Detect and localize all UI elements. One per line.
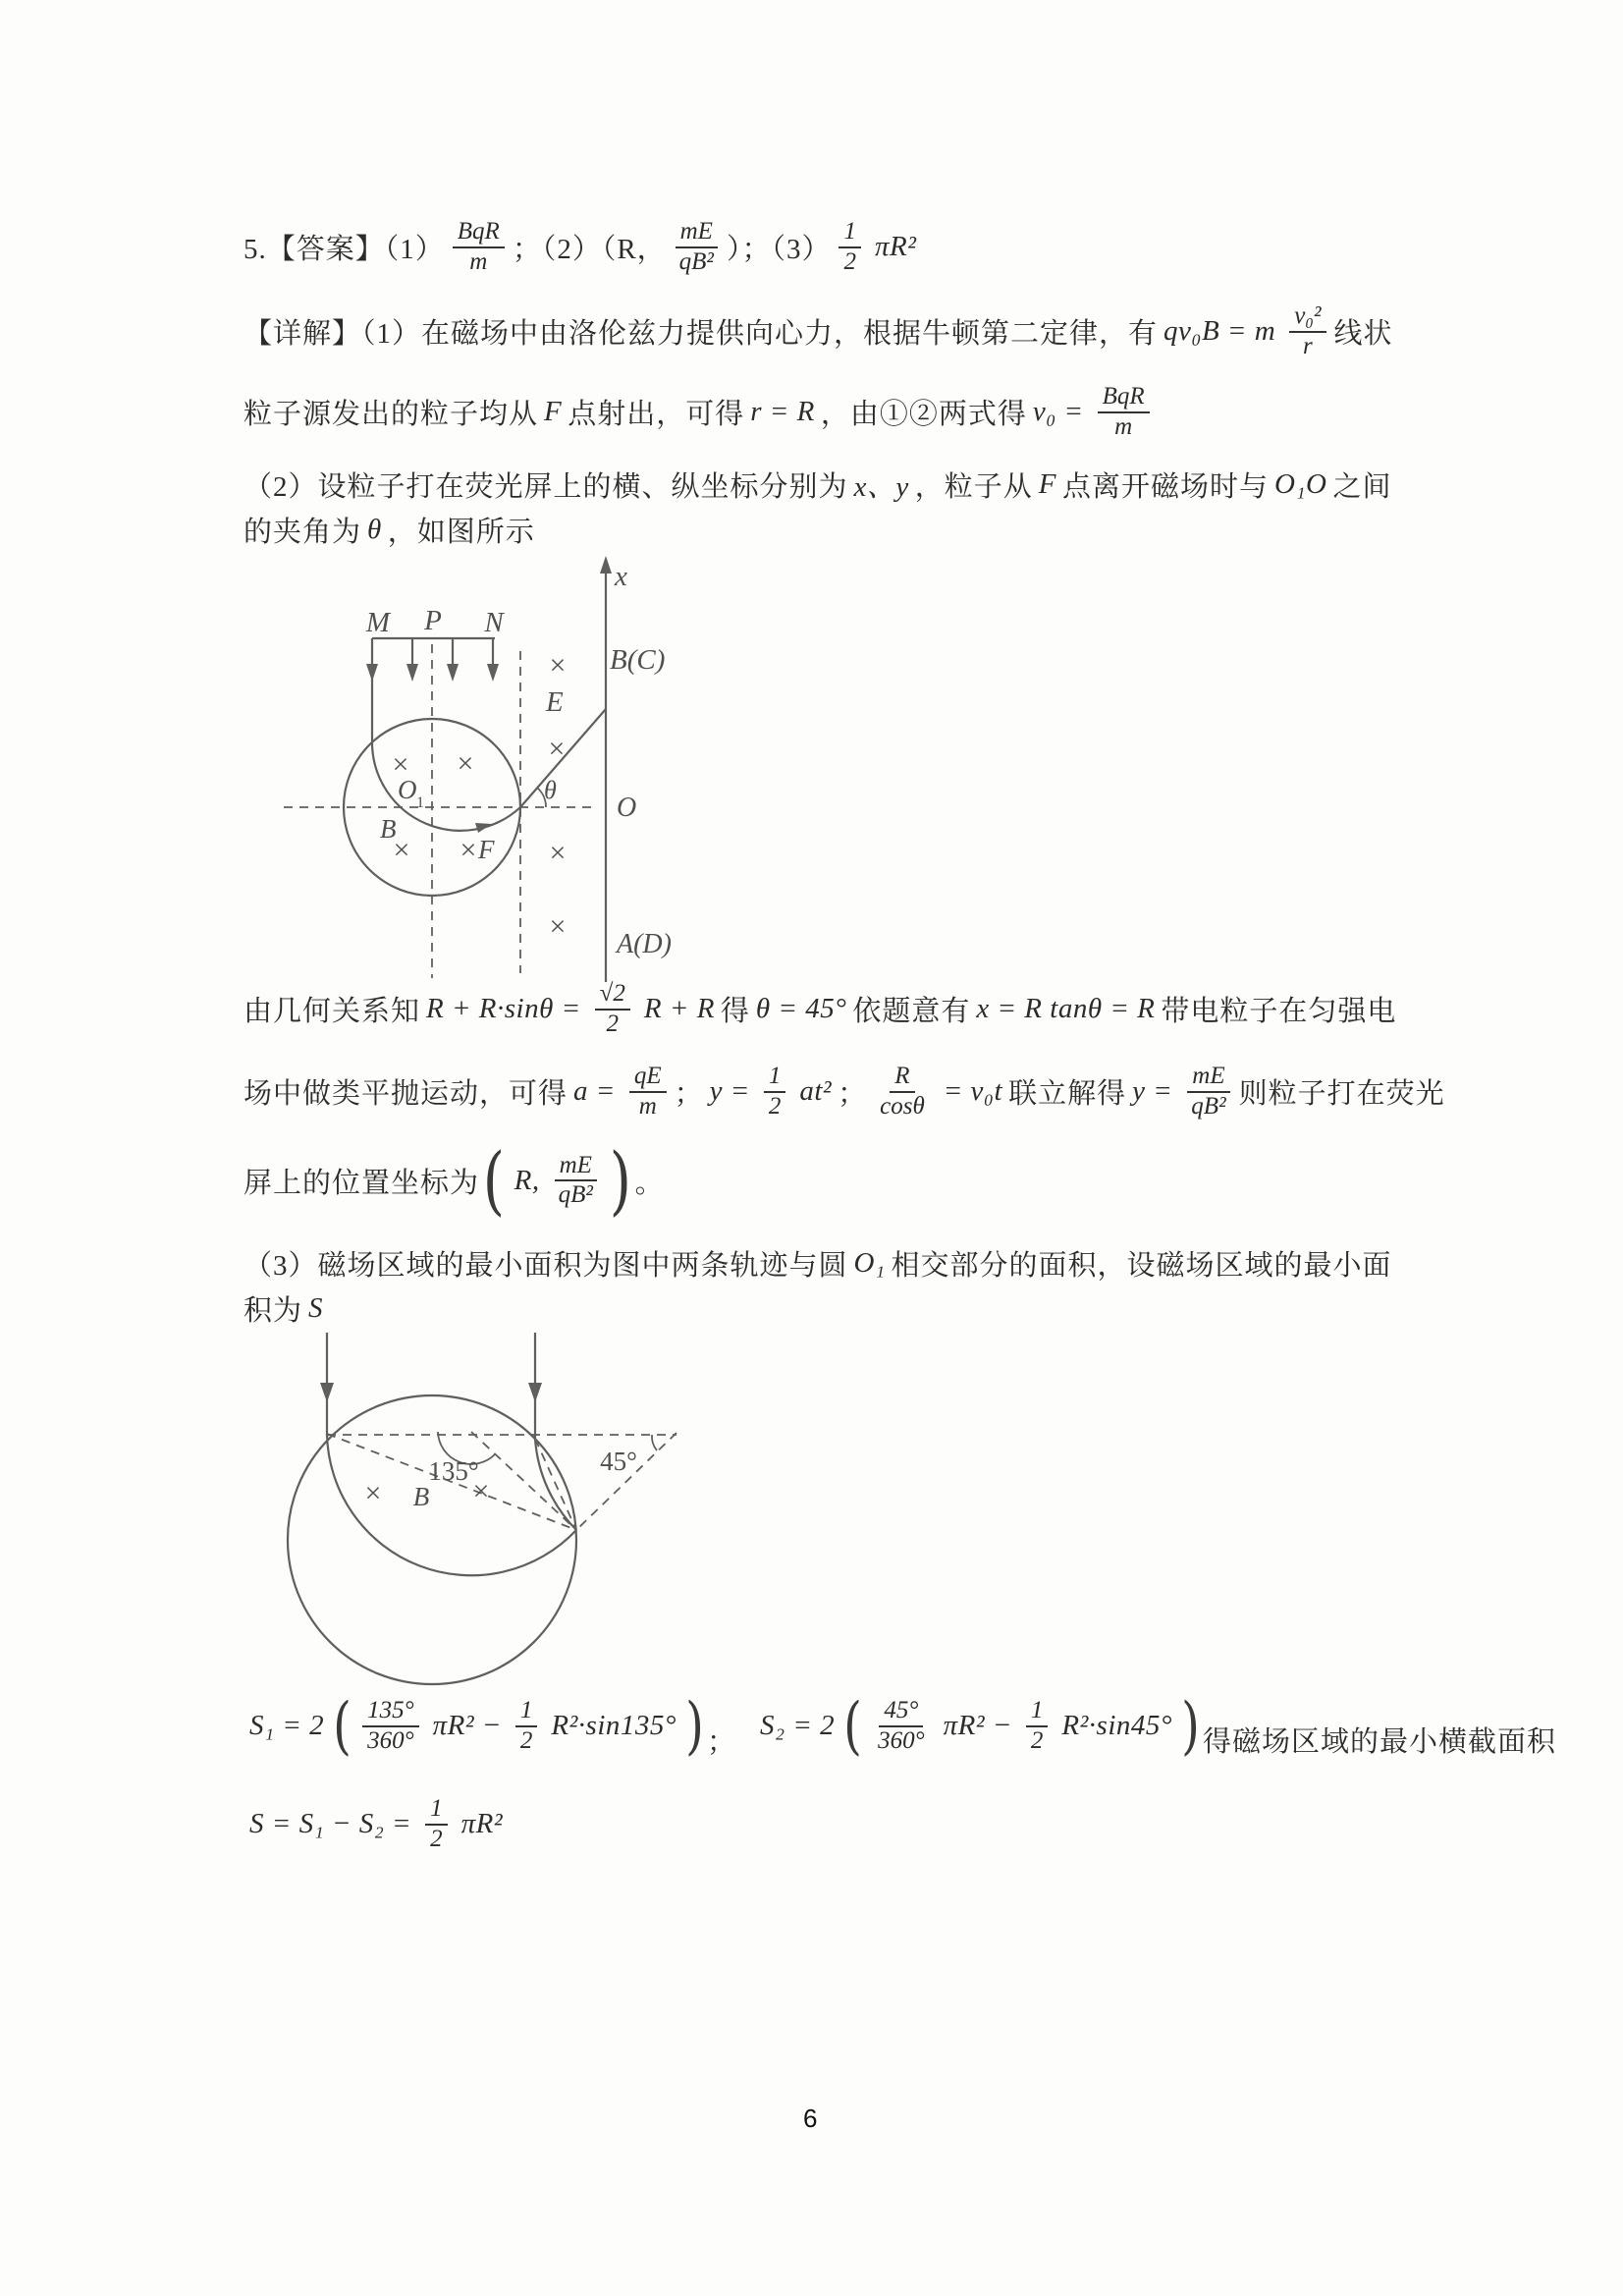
part2-text: 的夹角为 <box>243 517 362 548</box>
var-O1: O₁ <box>853 1247 886 1279</box>
motion-text: 则粒子打在荧光 <box>1238 1078 1445 1111</box>
entry-beams <box>320 1333 542 1440</box>
part2-text: 之间 <box>1332 471 1392 503</box>
label-F: F <box>478 835 495 864</box>
label-O1: O <box>398 775 417 804</box>
trajectory-arrowhead <box>475 823 492 833</box>
label-B-field: B <box>380 814 397 844</box>
cross-icon: × <box>549 837 567 869</box>
frac-den: r <box>1302 332 1313 359</box>
angle-45-arc <box>652 1435 657 1450</box>
equation-r-R: r = R <box>750 396 815 428</box>
frac-num: 1 <box>515 1697 538 1727</box>
label-BC: B(C) <box>610 644 666 676</box>
equation-S1: S₁ = 2 <box>249 1710 325 1742</box>
beam-arrowhead <box>447 664 459 682</box>
frac-den: 2 <box>519 1726 533 1754</box>
equation-theta45: θ = 45° <box>755 993 847 1025</box>
label-theta: θ <box>544 776 557 804</box>
total-area-line <box>243 1795 509 1854</box>
equation-v0: v₀ = <box>1032 396 1084 428</box>
beam-arrowhead <box>406 664 418 682</box>
equation-a: a = <box>573 1075 616 1108</box>
label-M: M <box>365 607 391 638</box>
cross-icon: × <box>460 834 477 866</box>
geometry-text: 得 <box>720 996 750 1028</box>
cross-icon: × <box>472 1475 490 1507</box>
coords-line <box>243 1136 665 1224</box>
var-theta: θ <box>367 514 382 545</box>
answer-sep2: ）；（3） <box>726 234 832 266</box>
cross-icon: × <box>392 748 409 781</box>
field-trajectory-diagram <box>273 550 674 987</box>
diagram2-strokes <box>288 1333 676 1684</box>
fraction-1-2 <box>839 218 861 277</box>
equation-at2: at² <box>799 1075 833 1108</box>
label-E: E <box>546 686 564 718</box>
separator: ； <box>838 1078 868 1111</box>
frac-num: 1 <box>1026 1697 1049 1727</box>
label-x-axis: x <box>615 561 627 592</box>
frac-num: R <box>890 1063 914 1093</box>
right-paren: ) <box>1181 1689 1200 1763</box>
part3-line-2 <box>243 1288 329 1329</box>
answer-prefix: 5.【答案】（1） <box>243 234 445 266</box>
part2-line-2 <box>243 510 535 550</box>
field-circle <box>288 1395 576 1684</box>
frac-den: m <box>1114 412 1133 440</box>
frac-num: √2 <box>595 980 630 1011</box>
area-formulas-line <box>243 1689 1556 1763</box>
detail-line-1 <box>243 302 1393 361</box>
frac-den: qB² <box>678 247 714 275</box>
equation-v0t: = v₀t <box>943 1075 1003 1108</box>
answer-line <box>243 218 922 277</box>
equation-RplusR: R + R <box>643 993 715 1025</box>
equation-R2sin135: R²·sin135° <box>551 1710 676 1742</box>
var-F: F <box>1038 468 1056 500</box>
part3-text: （3）磁场区域的最小面积为图中两条轨迹与圆 <box>243 1250 848 1282</box>
separator: ； <box>674 1078 704 1111</box>
beam-arrowhead <box>487 664 499 682</box>
fraction-qE-m <box>629 1063 667 1121</box>
geometry-text: 由几何关系知 <box>243 996 421 1028</box>
label-O1-subscript: 1 <box>416 794 424 811</box>
frac-den: 360° <box>878 1726 925 1754</box>
beam-arrowhead <box>366 664 378 682</box>
equation-piR2-minus: πR² − <box>943 1710 1012 1742</box>
detail-text: 点射出，可得 <box>568 399 745 431</box>
equation-piR2-minus: πR² − <box>432 1710 502 1742</box>
fraction-mE-qB2 <box>554 1152 598 1211</box>
motion-text: 场中做类平抛运动，可得 <box>243 1078 568 1111</box>
label-P: P <box>424 605 442 636</box>
equation-qv0B: qv₀B = m <box>1163 315 1276 348</box>
frac-num: 135° <box>362 1697 419 1727</box>
frac-den: m <box>469 247 488 275</box>
part2-line-1 <box>243 465 1392 505</box>
fraction-mE-qB2 <box>1186 1063 1230 1121</box>
geometry-text: 依题意有 <box>852 996 971 1028</box>
frac-den: qB² <box>1191 1092 1226 1120</box>
equation-y2: y = <box>1132 1075 1173 1108</box>
detail-line-2 <box>243 383 1158 442</box>
fraction-BqR-m <box>453 218 505 277</box>
part2-text: ，粒子从 <box>914 471 1033 503</box>
label-135deg: 135° <box>428 1456 479 1486</box>
fraction-R-costheta <box>875 1063 930 1121</box>
frac-num: v₀² <box>1289 302 1325 333</box>
motion-line <box>243 1063 1445 1121</box>
answer-sep1: ；（2）（R， <box>512 234 667 266</box>
vars-xy: x、y <box>853 471 909 503</box>
left-paren: ( <box>482 1136 505 1224</box>
label-B-field: B <box>412 1482 430 1511</box>
var-O1O: O₁O <box>1274 468 1327 500</box>
part2-text: （2）设粒子打在荧光屏上的横、纵坐标分别为 <box>243 471 848 503</box>
fraction-1-2 <box>1026 1697 1049 1756</box>
separator: ； <box>706 1725 736 1758</box>
part2-text: 点离开磁场时与 <box>1062 471 1270 503</box>
frac-num: mE <box>676 218 718 248</box>
frac-den: qB² <box>558 1181 593 1209</box>
equation-RRsin: R + R·sinθ = <box>426 993 581 1025</box>
var-S: S <box>308 1292 324 1324</box>
frac-num: 1 <box>425 1795 448 1826</box>
frac-num: 1 <box>764 1063 786 1093</box>
x-axis <box>600 556 612 982</box>
frac-den: 2 <box>1030 1726 1044 1754</box>
frac-num: 45° <box>879 1697 923 1727</box>
coords-text: 屏上的位置坐标为 <box>243 1167 480 1199</box>
frac-num: qE <box>629 1063 667 1093</box>
equation-S-total: S = S₁ − S₂ = <box>249 1808 412 1840</box>
right-paren: ) <box>685 1689 704 1763</box>
part3-line-1 <box>243 1243 1392 1284</box>
page-number: 6 <box>803 2104 818 2133</box>
frac-den: cosθ <box>880 1092 925 1120</box>
part3-text: 相交部分的面积，设磁场区域的最小面 <box>891 1250 1392 1282</box>
equation-S2: S₂ = 2 <box>759 1710 836 1742</box>
part2-text: ，如图所示 <box>387 517 535 548</box>
cross-icon: × <box>549 910 567 943</box>
frac-den: 2 <box>843 247 856 275</box>
frac-den: 2 <box>430 1825 443 1852</box>
fraction-BqR-m <box>1098 383 1150 442</box>
cross-icon: × <box>364 1477 382 1509</box>
equation-piR2: πR² <box>460 1808 504 1840</box>
answer-piR2: πR² <box>874 231 917 263</box>
fraction-45-360 <box>873 1697 930 1756</box>
frac-den: 2 <box>606 1010 620 1037</box>
conclusion-text: 得磁场区域的最小横截面积 <box>1202 1725 1556 1758</box>
motion-text: 联立解得 <box>1008 1078 1127 1111</box>
minimum-area-diagram <box>278 1326 695 1709</box>
left-paren: ( <box>843 1689 862 1763</box>
detail-text: ，由①②两式得 <box>820 399 1027 431</box>
frac-den: 2 <box>768 1092 782 1120</box>
fraction-1-2 <box>425 1795 448 1854</box>
geometry-line <box>243 980 1396 1039</box>
cross-icon: × <box>457 747 474 780</box>
equation-xRtan: x = R tanθ = R <box>976 993 1156 1025</box>
frac-den: 360° <box>367 1726 414 1754</box>
detail-text: 粒子源发出的粒子均从 <box>243 399 539 431</box>
frac-num: 1 <box>839 218 861 248</box>
label-45deg: 45° <box>600 1447 637 1476</box>
frac-num: BqR <box>1098 383 1150 413</box>
period: 。 <box>634 1167 665 1199</box>
beam-arrowhead <box>320 1383 334 1402</box>
var-F: F <box>544 396 563 428</box>
fraction-mE-qB2 <box>675 218 719 277</box>
frac-num: BqR <box>453 218 505 248</box>
beam-arrowhead <box>528 1383 542 1402</box>
x-axis-arrowhead <box>600 556 612 574</box>
coord-R: R, <box>514 1164 540 1196</box>
geometry-text: 带电粒子在匀强电 <box>1161 996 1397 1028</box>
right-paren: ) <box>609 1136 631 1224</box>
fraction-1-2 <box>764 1063 786 1121</box>
cross-icon: × <box>548 733 566 765</box>
label-AD: A(D) <box>617 929 672 959</box>
equation-R2sin45: R²·sin45° <box>1061 1710 1172 1742</box>
detail-text-tail: 线状 <box>1333 318 1393 351</box>
label-O: O <box>617 793 637 823</box>
frac-num: mE <box>1187 1063 1229 1093</box>
cross-icon: × <box>549 649 567 682</box>
equation-y: y = <box>709 1075 750 1108</box>
frac-num: mE <box>555 1152 597 1182</box>
detail-text: 【详解】（1）在磁场中由洛伦兹力提供向心力，根据牛顿第二定律，有 <box>243 318 1159 351</box>
fraction-v02-r <box>1289 302 1325 361</box>
cross-icon: × <box>393 834 410 866</box>
left-paren: ( <box>333 1689 352 1763</box>
frac-den: m <box>638 1092 657 1120</box>
label-N: N <box>484 607 504 638</box>
fraction-135-360 <box>362 1697 419 1756</box>
fraction-sqrt2-2 <box>595 980 630 1039</box>
part3-text: 积为 <box>243 1295 303 1327</box>
fraction-1-2 <box>515 1697 538 1756</box>
